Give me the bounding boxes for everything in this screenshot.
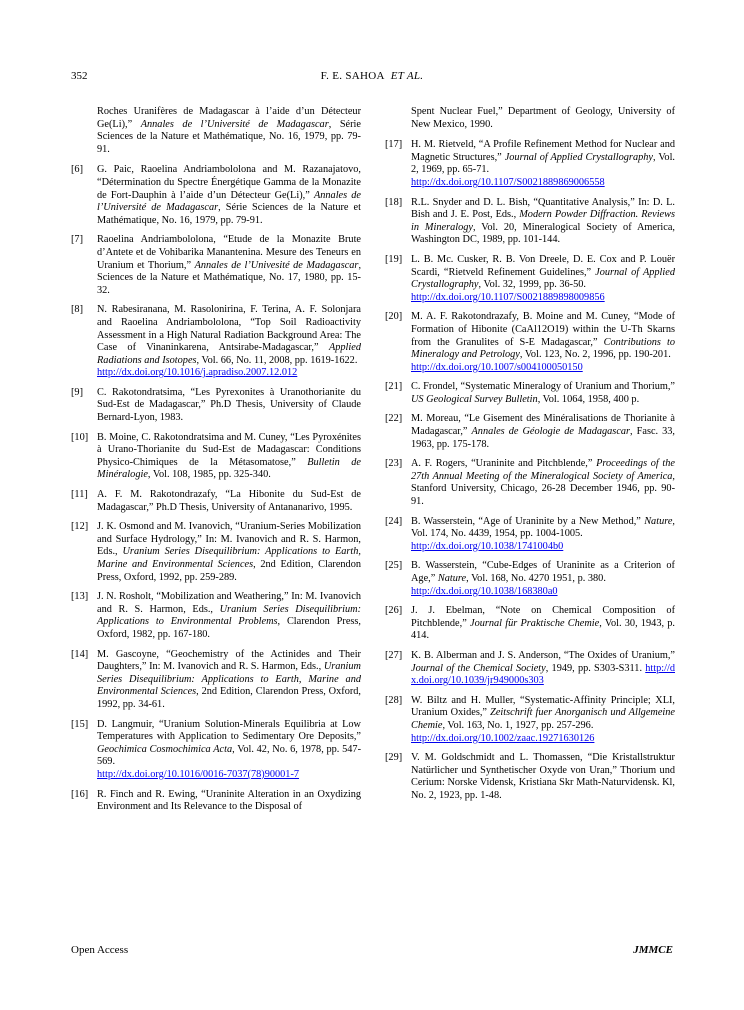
reference-details: , 2nd Edition, Clarendon Press, Oxford, 1992, pp. 259-289. [97,559,361,583]
reference-text: C. Rakotondratsima, “Les Pyrexonites à Uranothorianite du Sud-Est de Madagascar,” Ph.D Thesis, University of Claude Bernard-Lyon, 1983. [97,386,361,424]
reference-item [71,521,361,584]
reference-item [385,752,675,802]
reference-item [385,413,675,451]
reference-text: Spent Nuclear Fuel,” Department of Geology, University of New Mexico, 1990. [411,106,675,130]
reference-source: Bulletin de Minéralogie [97,456,361,481]
reference-text: Roches Uranifères de Madagascar à l’aide d’un Détecteur Ge(Li),” [97,106,361,130]
reference-details: , Fasc. 33, 1963, pp. 175-178. [411,426,675,450]
reference-text: B. Wasserstein, “Age of Uraninite by a New Method,” [411,515,645,527]
doi-link[interactable]: http://dx.doi.org/10.1107/S0021889869006558 [411,176,605,188]
reference-details: , Vol. 66, No. 11, 2008, pp. 1619-1622. [196,354,358,366]
reference-item [71,234,361,297]
reference-number: [7] [71,234,84,246]
reference-source: Annales de l’Université de Madagascar [140,118,329,130]
reference-source: Journal of Applied Crystallography [504,151,653,163]
reference-number: [21] [385,381,403,393]
reference-details: , Vol. 1064, 1958, 400 p. [537,393,640,405]
reference-text: C. Frondel, “Systematic Mineralogy of Uranium and Thorium,” [411,381,675,393]
reference-item [385,254,675,304]
doi-link[interactable]: http://dx.doi.org/10.1038/1741004b0 [411,540,564,552]
doi-link[interactable]: http://dx.doi.org/10.1002/zaac.19271630126 [411,732,595,744]
reference-item [71,591,361,641]
reference-item [71,387,361,425]
reference-source: Applied Radiations and Isotopes [97,342,361,366]
reference-details: , Vol. 30, 1943, p. 414. [411,617,675,642]
reference-continuation [385,106,675,131]
page-number: 352 [71,70,88,82]
reference-text: Raoelina Andriambololona, “Etude de la Monazite Brute d’Antete et de Vohibarika Manantenina. Mesure des Teneurs en Uranium et Thorium,” [97,234,361,271]
doi-link[interactable]: http://dx.doi.org/10.1016/0016-7037(78)90001-7 [97,768,300,780]
reference-source: Uranium Series Disequilibrium: Applications to Earth, Marine and Environmental Sciences [97,546,361,570]
reference-number: [10] [71,431,89,443]
reference-text: N. Rabesiranana, M. Rasolonirina, F. Terina, A. F. Solonjara and Raoelina Andriambololona, “Top Soil Radioactivity Assessment in a High Natural Radiation Background Area: The Case of Vinaninkarena, Antsirabe-Madagascar,” [97,304,361,354]
reference-source: Annales de l’Université de Madagascar [97,189,362,214]
reference-details: , Vol. 123, No. 2, 1996, pp. 190-201. [519,349,671,361]
doi-link[interactable]: http://dx.doi.org/10.1039/jr949000s303 [411,662,675,687]
left-column [71,106,361,821]
reference-text: B. Wasserstein, “Cube-Edges of Uraninite as a Criterion of Age,” [411,560,675,584]
reference-number: [16] [71,788,89,800]
reference-text: R.L. Snyder and D. L. Bish, “Quantitative Analysis,” In: D. L. Bish and J. E. Post, Eds., [411,196,675,221]
reference-source: Geochimica Cosmochimica Acta [97,743,233,755]
reference-details: , Série Sciences de la Nature et Mathématique, No. 16, 1979, pp. 79-91. [97,202,361,226]
reference-item [71,432,361,482]
reference-details: , Vol. 108, 1985, pp. 325-340. [147,469,271,481]
reference-source: Journal of Applied Crystallography [411,266,675,291]
reference-item [385,516,675,554]
reference-details: , Vol. 20, Mineralogical Society of America, Washington DC, 1989, pp. 101-144. [411,221,675,246]
running-title [71,70,673,82]
page-footer [71,944,673,958]
reference-item [385,560,675,598]
reference-continuation [71,106,361,156]
reference-source: Annales de l’Univesité de Madagascar [194,259,359,271]
reference-details: , Vol. 2, 1969, pp. 65-71. [411,151,676,176]
reference-number: [23] [385,458,403,470]
reference-source: Uranium Series Disequilibrium: Applications to Environmental Problems [97,603,361,628]
reference-text: A. F. Rogers, “Uraninite and Pitchblende,” [411,458,597,470]
doi-link[interactable]: http://dx.doi.org/10.1107/S0021889898009856 [411,291,605,303]
reference-details: , 2nd Edition, Clarendon Press, Oxford, 1992, pp. 34-61. [97,686,361,710]
reference-text: B. Moine, C. Rakotondratsima and M. Cuney, “Les Pyroxénites à Urano-Thorianite du Sud-Est de Madagascar: Conditions Physico-Chimiques de la Métasomatose,” [97,431,361,468]
reference-source: Nature [437,573,467,584]
reference-text: M. Moreau, “Le Gisement des Minéralisations de Thorianite à Madagascar,” [411,413,675,438]
reference-number: [29] [385,752,403,764]
reference-details: , Série Sciences de la Nature et Mathématique, No. 16, 1979, pp. 79-91. [97,118,361,155]
reference-number: [22] [385,413,403,425]
reference-number: [13] [71,591,89,603]
reference-source: Nature [644,515,673,527]
reference-number: [11] [71,489,88,501]
reference-number: [28] [385,694,403,706]
reference-details: , Vol. 174, No. 4439, 1954, pp. 1004-1005. [411,515,675,540]
doi-link[interactable]: http://dx.doi.org/10.1038/168380a0 [411,585,558,597]
reference-item [385,695,675,745]
reference-text: V. M. Goldschmidt and L. Thomassen, “Die Kristallstruktur Natürlicher und Synthetischer Oxyde von Uran,” Thorium und Cerium: Norske Vidensk, Kristiana Skr Math-Naturvidensk. Kl, No. 2, 1923, pp. 1-48. [411,752,675,801]
reference-number: [19] [385,253,403,265]
reference-text: J. K. Osmond and M. Ivanovich, “Uranium-Series Mobilization and Surface Hydrology,” In: M. Ivanovich and R. S. Harmon, Eds., [97,521,361,558]
reference-number: [17] [385,139,403,151]
reference-item [71,164,361,227]
reference-text: J. N. Rosholt, “Mobilization and Weathering,” In: M. Ivanovich and R. S. Harmon, Eds., [97,591,361,615]
reference-item [71,789,361,814]
reference-text: M. A. F. Rakotondrazafy, B. Moine and M. Cuney, “Mode of Formation of Hibonite (CaAl12O19) within the U-Th Skarns from the Granulites of S-E Madagascar,” [411,311,675,348]
reference-number: [12] [71,521,89,533]
reference-number: [15] [71,718,89,730]
reference-details: , Vol. 42, No. 6, 1978, pp. 547-569. [97,743,361,768]
reference-list-left [71,164,361,813]
reference-source: Journal für Praktische Chemie [470,617,600,629]
doi-link[interactable]: http://dx.doi.org/10.1016/j.apradiso.2007.12.012 [97,367,298,379]
running-et-al: ET AL. [390,70,424,82]
doi-link[interactable]: http://dx.doi.org/10.1007/s004100050150 [411,361,583,373]
reference-source: Uranium Series Disequilibrium: Applications to Earth, Marine and Environmental Sciences [97,661,361,698]
reference-item [71,649,361,712]
reference-number: [14] [71,648,89,660]
reference-text: H. M. Rietveld, “A Profile Refinement Method for Nuclear and Magnetic Structures,” [411,139,675,163]
reference-source: US Geological Survey Bulletin [411,393,538,405]
reference-source: Journal of the Chemical Society [411,662,546,674]
running-authors: F. E. SAHOA [320,70,385,82]
reference-item [385,605,675,643]
reference-item [385,311,675,374]
reference-details: , Vol. 168, No. 4270 1951, p. 380. [466,573,606,584]
reference-details: , Clarendon Press, Oxford, 1982, pp. 167-180. [97,616,361,640]
reference-text: L. B. Mc. Cusker, R. B. Von Dreele, D. E. Cox and P. Louër Scardi, “Rietveld Refinement Guidelines,” [411,253,675,278]
reference-number: [26] [385,605,403,617]
reference-item [71,719,361,782]
reference-list-right [385,139,675,802]
reference-number: [6] [71,164,84,176]
reference-number: [18] [385,196,403,208]
reference-source: Contributions to Mineralogy and Petrology [411,336,675,361]
reference-number: [27] [385,649,403,661]
reference-number: [9] [71,386,84,398]
open-access-label: Open Access [71,944,129,956]
reference-details: , Sciences de la Nature et Mathématique, No. 17, 1980, pp. 15-32. [97,259,362,296]
reference-number: [8] [71,304,84,316]
reference-text: J. J. Ebelman, “Note on Chemical Composition of Pitchblende,” [411,605,675,629]
reference-text: G. Paic, Raoelina Andriambololona and M. Razanajatovo, “Détermination du Spectre Énergétique Gamma de la Monazite de Fort-Dauphin à l’aide d’un Détecteur Ge(Li),” [97,164,361,201]
reference-item [71,304,361,380]
reference-source: Annales de Géologie de Madagascar [471,426,631,438]
reference-item [71,489,361,514]
reference-details: , Vol. 32, 1999, pp. 36-50. [478,279,586,291]
reference-text: R. Finch and R. Ewing, “Uraninite Alteration in an Oxydizing Environment and Its Relevance to the Disposal of [97,788,361,813]
reference-text: A. F. M. Rakotondrazafy, “La Hibonite du Sud-Est de Madagascar,” Ph.D Thesis, University of Antananarivo, 1995. [97,489,361,513]
reference-text: M. Gascoyne, “Geochemistry of the Actinides and Their Daughters,” In: M. Ivanovich and R. S. Harmon, Eds., [97,648,361,673]
reference-details: , 1949, pp. S303-S311. [545,662,646,674]
reference-source: Zeitschrift fuer Anorganisch und Allgemeine Chemie [411,707,675,731]
reference-item [385,381,675,406]
reference-number: [25] [385,560,403,572]
reference-source: Proceedings of the 27th Annual Meeting of the Mineralogical Society of America [411,458,675,482]
reference-item [385,139,675,189]
right-column [385,106,675,810]
reference-text: D. Langmuir, “Uranium Solution-Minerals Equilibria at Low Temperatures with Application to Sedimentary Ore Deposits,” [97,718,361,743]
reference-source: Modern Powder Diffraction. Reviews in Mineralogy [411,209,675,233]
reference-details: , Stanford University, Chicago, 26-28 December 1946, pp. 90-91. [411,470,675,508]
running-header [71,70,673,86]
reference-item [385,458,675,508]
reference-text: W. Biltz and H. Muller, “Systematic-Affinity Principle; XLI, Uranium Oxides,” [411,694,675,719]
reference-details: , Vol. 163, No. 1, 1927, pp. 257-296. [442,719,594,731]
journal-abbreviation: JMMCE [633,944,673,956]
reference-text: K. B. Alberman and J. S. Anderson, “The Oxides of Uranium,” [411,649,675,661]
reference-number: [24] [385,515,403,527]
reference-item [385,197,675,247]
reference-item [385,650,675,688]
reference-number: [20] [385,311,403,323]
